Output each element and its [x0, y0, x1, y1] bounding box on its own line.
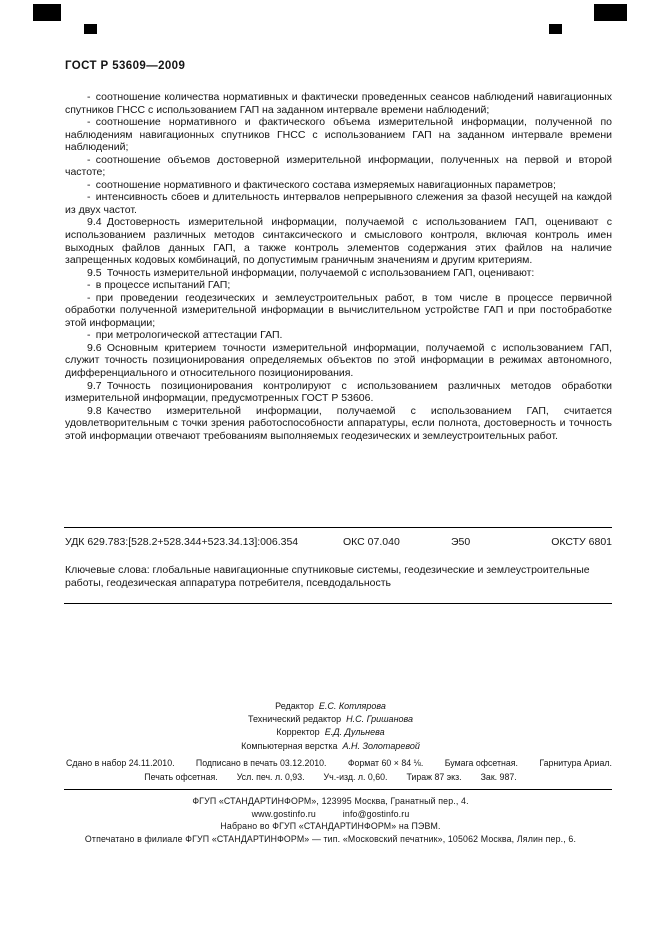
publisher-block [0, 795, 661, 845]
udk-code: УДК 629.783:[528.2+528.344+523.34.13]:006.354 [65, 536, 299, 548]
horizontal-divider [64, 527, 612, 528]
standard-number-header: ГОСТ Р 53609—2009 [65, 60, 186, 72]
staff-line [0, 700, 661, 713]
staff-role: Редактор [275, 701, 314, 711]
staff-line [0, 713, 661, 726]
scan-registration-mark [594, 4, 627, 21]
editorial-staff-block [0, 700, 661, 753]
paragraph: 9.8 Качество измерительной информации, получаемой с использованием ГАП, считается удовлетворительным с точки зрения работоспособности аппаратуры, если полнота, достоверность и точность этой информации отвечают требованиям выполняемых геодезических и землеустроительных работ. [65, 404, 612, 442]
publisher-address-line: ФГУП «СТАНДАРТИНФОРМ», 123995 Москва, Гранатный пер., 4. [192, 796, 469, 806]
staff-name: Н.С. Гришанова [346, 714, 414, 725]
staff-role: Корректор [276, 727, 320, 738]
paragraph: - соотношение нормативного и фактического состава измеряемых навигационных параметров; [87, 178, 556, 191]
imprint-item: Усл. печ. л. 0,93. [236, 772, 305, 782]
classification-row [65, 536, 612, 550]
imprint-item: Бумага офсетная. [444, 758, 518, 768]
imprint-item: Печать офсетная. [144, 772, 218, 782]
paragraph: 9.7 Точность позиционирования контролируют с использованием различных методов обработки измерительной информации, предусмотренных ГОСТ Р 53606. [65, 379, 612, 405]
paragraph: - при проведении геодезических и землеустроительных работ, в том числе в процессе первичной обработки полученной измерительной информации в вычислительном устройстве ГАП и при постобработке этой информации; [65, 291, 612, 329]
scan-registration-mark [33, 4, 61, 21]
paragraph: - интенсивность сбоев и длительность интервалов непрерывного слежения за фазой несущей на каждой из двух частот. [65, 191, 612, 216]
horizontal-divider [64, 789, 612, 790]
staff-name: Е.Д. Дульнева [324, 727, 385, 738]
paragraph: 9.6 Основным критерием точности измерительной информации, получаемой с использованием ГАП, служит точность позиционирования определяемых объектов по этой информации в режимах автономного, дифференциального и относительного позиционирования. [65, 341, 612, 380]
publisher-typeset-line: Набрано во ФГУП «СТАНДАРТИНФОРМ» на ПЭВМ. [220, 821, 441, 832]
imprint-item: Зак. 987. [480, 772, 517, 782]
paragraph: 9.5 Точность измерительной информации, получаемой с использованием ГАП, оценивают: [87, 266, 535, 279]
imprint-item: Уч.-изд. л. 0,60. [323, 772, 388, 782]
staff-line [0, 740, 661, 753]
imprint-line-1 [66, 758, 612, 768]
imprint-item: Подписано в печать 03.12.2010. [195, 758, 327, 768]
imprint-item: Гарнитура Ариал. [539, 758, 612, 768]
imprint-item: Сдано в набор 24.11.2010. [66, 758, 175, 768]
imprint-item: Формат 60 × 84 ⅛. [347, 758, 424, 768]
imprint-line-2 [0, 772, 661, 782]
staff-name: А.Н. Золотаревой [342, 740, 420, 751]
publisher-printed-line: Отпечатано в филиале ФГУП «СТАНДАРТИНФОРМ» — тип. «Московский печатник», 105062 Москва, Лялин пер., 6. [84, 833, 577, 844]
e-code: Э50 [451, 536, 471, 548]
paragraph: - соотношение объемов достоверной измерительной информации, полученных на первой и второй частоте; [65, 153, 612, 179]
staff-line [0, 726, 661, 739]
paragraph: 9.4 Достоверность измерительной информации, получаемой с использованием ГАП, оценивают с использованием различных методов синтаксического и смыслового контроля, включая контроль имен выходных файлов данных ГАП, а также контроль элементов содержания этих файлов на наличие запрещенных кодовых комбинаций, по допустимым граничным значениям и другим критериям. [65, 216, 612, 267]
staff-role: Компьютерная верстка [241, 740, 338, 751]
paragraph: - в процессе испытаний ГАП; [87, 279, 231, 292]
oks-code: ОКС 07.040 [343, 536, 400, 548]
horizontal-divider [64, 603, 612, 604]
scan-registration-mark [549, 24, 562, 34]
imprint-item: Тираж 87 экз. [406, 772, 462, 782]
paragraph: - соотношение нормативного и фактического объема измерительной информации, полученной по наблюдениям навигационных спутников ГНСС с использованием ГАП на заданном интервале времени наблюдений; [65, 116, 612, 154]
publisher-web-line: www.gostinfo.ru info@gostinfo.ru [251, 808, 410, 819]
staff-name: Е.С. Котлярова [318, 701, 386, 711]
keywords-paragraph: Ключевые слова: глобальные навигационные спутниковые системы, геодезические и землеустроительные работы, геодезическая аппаратура потребителя, псевдодальность [65, 564, 590, 589]
scan-registration-mark [84, 24, 97, 34]
paragraph: - соотношение количества нормативных и фактически проведенных сеансов наблюдений навигационных спутников ГНСС с использованием ГАП на заданном интервале времени наблюдений; [65, 91, 612, 116]
okstu-code: ОКСТУ 6801 [551, 536, 612, 548]
paragraph: - при метрологической аттестации ГАП. [87, 329, 283, 342]
body-text [65, 91, 612, 442]
staff-role: Технический редактор [247, 714, 342, 725]
